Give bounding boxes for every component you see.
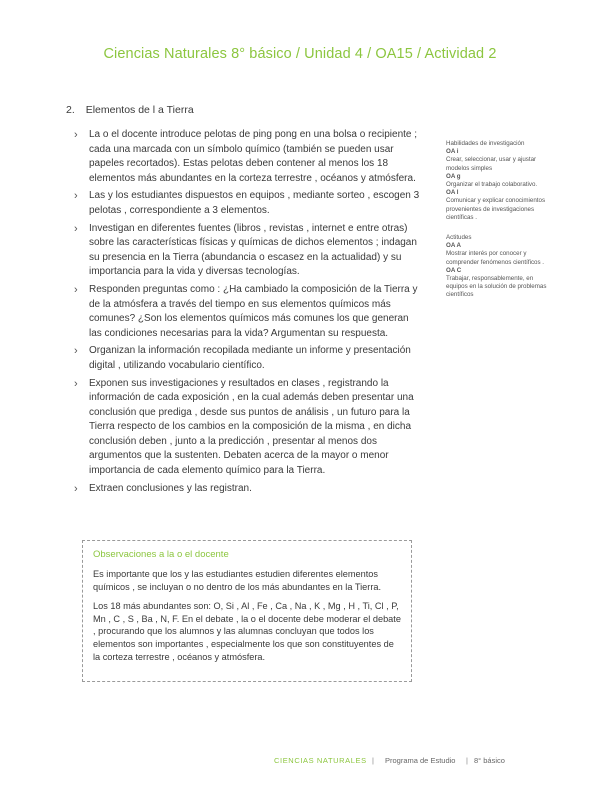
bullet-chevron-icon: › bbox=[74, 190, 78, 203]
sidebar-objectives bbox=[446, 140, 556, 300]
objective-text: Comunicar y explicar conocimientos provenientes de investigaciones científicas . bbox=[446, 197, 546, 221]
attitudes-title: Actitudes bbox=[446, 234, 472, 242]
objective-code: OA i bbox=[446, 148, 459, 156]
step-text: Investigan en diferentes fuentes (libros , revistas , internet e entre otras) sobre las características físicas y químicas de dichos elementos ; indagan su presencia en la Tierra (abundancia o escasez en la actualidad) y su importancia para la vida y diversas tecnologías. bbox=[89, 222, 417, 278]
bullet-chevron-icon: › bbox=[74, 345, 78, 358]
list-item bbox=[74, 377, 422, 479]
bullet-chevron-icon: › bbox=[74, 129, 78, 141]
skills-title: Habilidades de investigación bbox=[446, 140, 525, 147]
bullet-chevron-icon: › bbox=[74, 283, 78, 296]
step-text: La o el docente introduce pelotas de ping pong en una bolsa o recipiente ; cada una marcada con un símbolo químico (también se pueden usar papeles recortados). Estas pelotas deben contener al menos los 18 elementos más abundantes en la corteza terrestre , océanos y atmósfera. bbox=[89, 129, 418, 184]
list-item bbox=[74, 283, 422, 341]
list-item bbox=[74, 344, 422, 373]
objective-code: OA g bbox=[446, 172, 461, 180]
footer-separator: | bbox=[372, 756, 374, 765]
list-item bbox=[74, 222, 422, 280]
footer-subject: CIENCIAS NATURALES bbox=[274, 756, 367, 765]
footer-grade: 8° básico bbox=[474, 756, 505, 765]
objective-text: Mostrar interés por conocer y comprender fenómenos científicos . bbox=[446, 250, 545, 266]
objective-code: OA l bbox=[446, 189, 459, 197]
step-text: Organizan la información recopilada mediante un informe y presentación digital , utilizando vocabulario científico. bbox=[89, 345, 411, 371]
bullet-chevron-icon: › bbox=[74, 377, 78, 390]
list-item bbox=[74, 482, 422, 497]
section-title: Elementos de l a Tierra bbox=[85, 104, 194, 116]
objective-code: OA A bbox=[446, 242, 462, 250]
step-text: Responden preguntas como : ¿Ha cambiado la composición de la Tierra y de la atmósfera a través del tiempo en sus elementos químicos más comunes? ¿Son los elementos químicos más comunes los que generan las condiciones necesarias para la vida? Argumentan su respuesta. bbox=[89, 283, 418, 339]
objective-text: Trabajar, responsablemente, en equipos en la solución de problemas científicos bbox=[446, 275, 547, 299]
list-item bbox=[74, 128, 422, 186]
activity-steps-list bbox=[74, 128, 422, 499]
list-item bbox=[74, 189, 422, 218]
objective-code: OA C bbox=[446, 266, 462, 274]
objective-text: Organizar el trabajo colaborativo. bbox=[446, 181, 538, 189]
bullet-chevron-icon: › bbox=[74, 482, 78, 495]
page-header: Ciencias Naturales 8° básico / Unidad 4 / OA15 / Actividad 2 bbox=[103, 46, 497, 62]
section-number: 2. bbox=[66, 104, 75, 116]
step-text: Exponen sus investigaciones y resultados en clases , registrando la información de cada exposición , en la cual además deben presentar una conclusión que prediga , desde sus puntos de análisis , un futuro para la Tierra respecto de los cambios en la composición de la misma , en dicha conclusión deben , junto a la predicción , presentar al menos dos argumentos que la sustenten. Debaten acerca de la mayor o menor importancia de cada elemento químico para la Tierra. bbox=[89, 377, 414, 477]
section-heading bbox=[66, 104, 194, 116]
teacher-notes-paragraph: Es importante que los y las estudiantes estudien diferentes elementos químicos , se incluyan o no dentro de los más abundantes en la Tierra. bbox=[93, 569, 382, 592]
footer-separator: | bbox=[466, 756, 468, 765]
teacher-notes-title: Observaciones a la o el docente bbox=[93, 549, 229, 560]
teacher-notes-paragraph: Los 18 más abundantes son: O, Si , Al , Fe , Ca , Na , K , Mg , H , Ti, Cl , P, Mn , C , S , Ba , N, F. En el debate , la o el docente debe moderar el debate , procurando que los alumnos y las alumnas concluyan que todos los elementos son importantes , especialmente los que son constituyentes de la corteza terrestre , océanos y atmósfera. bbox=[93, 601, 401, 662]
step-text: Extraen conclusiones y las registran. bbox=[89, 482, 252, 494]
step-text: Las y los estudiantes dispuestos en equipos , mediante sorteo , escogen 3 pelotas , correspondiente a 3 elementos. bbox=[89, 190, 420, 216]
bullet-chevron-icon: › bbox=[74, 222, 78, 235]
footer-program: Programa de Estudio bbox=[385, 756, 456, 765]
teacher-notes-box bbox=[82, 540, 412, 682]
objective-text: Crear, seleccionar, usar y ajustar modelos simples bbox=[446, 156, 537, 172]
